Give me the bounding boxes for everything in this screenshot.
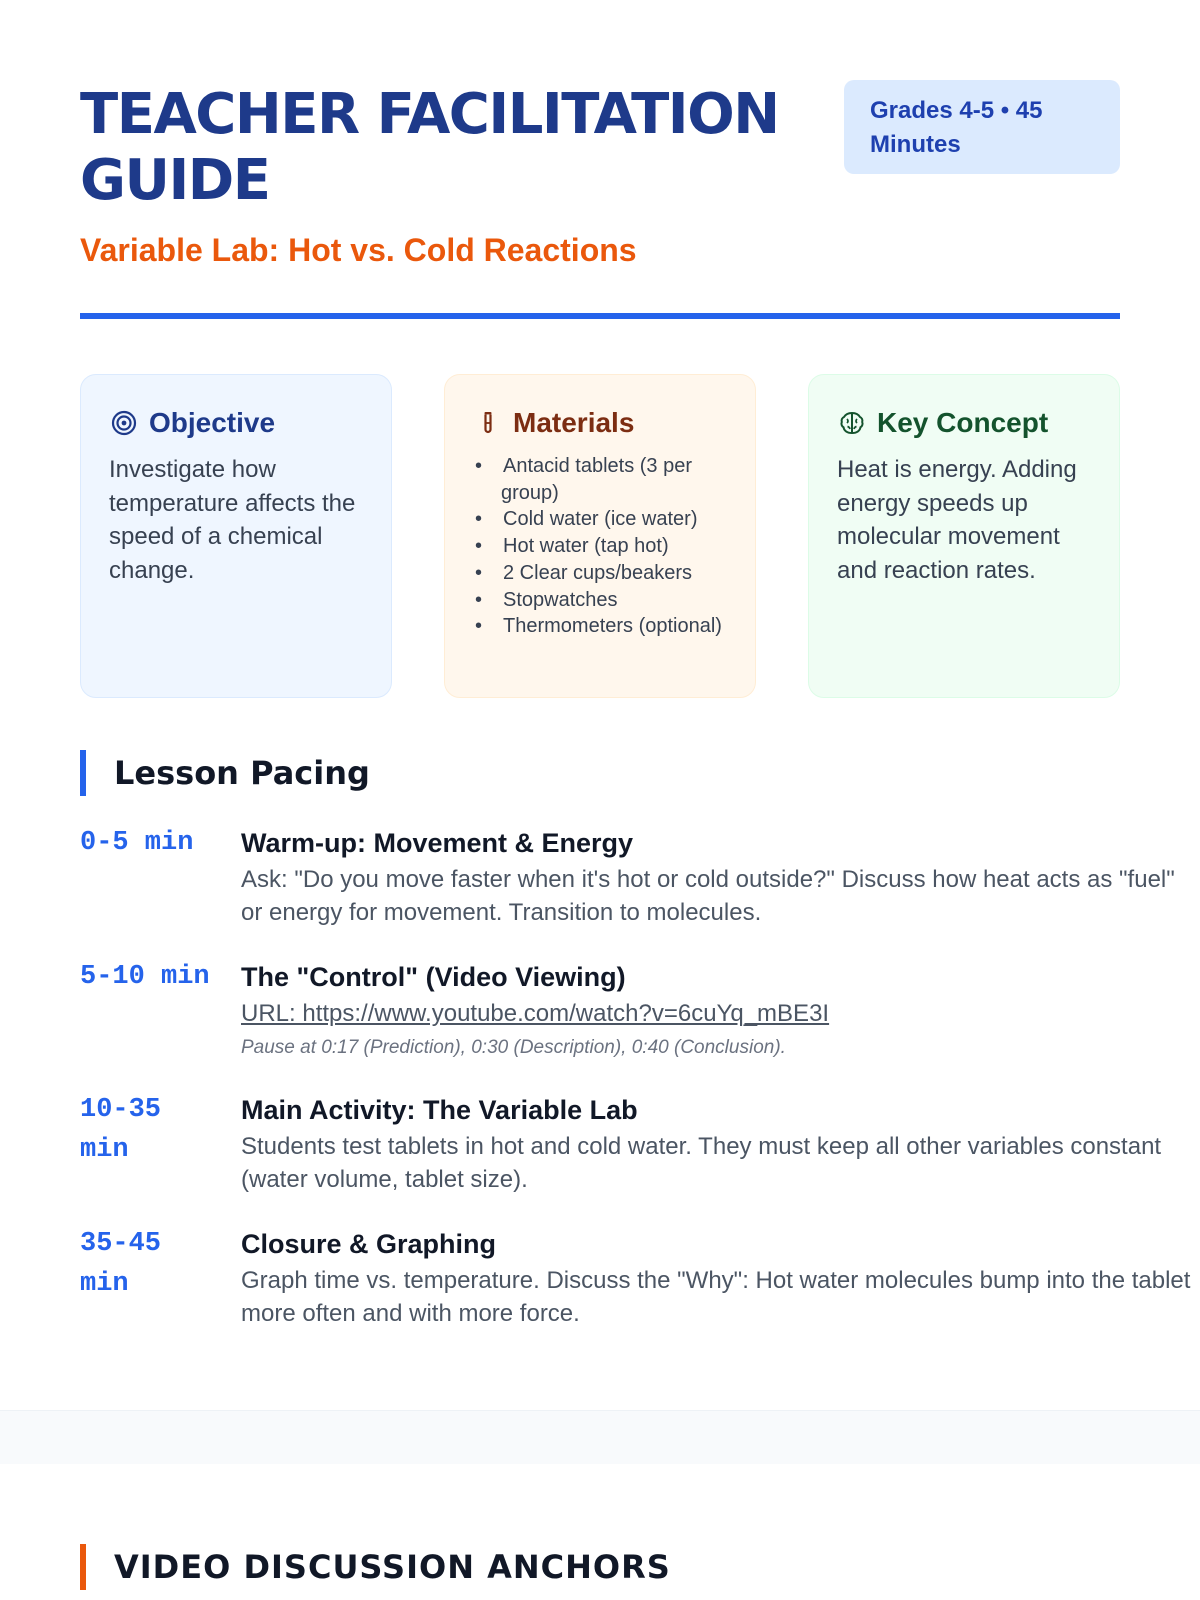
pacing-time: 10-35 min <box>80 1095 162 1165</box>
pacing-description: Students test tablets in hot and cold water. They must keep all other variables constant (water volume, tablet size). <box>241 1133 1162 1193</box>
video-url-link[interactable]: URL: https://www.youtube.com/watch?v=6cuYq_mBE3I <box>241 1000 830 1027</box>
key-concept-card-header <box>837 405 1091 441</box>
materials-item: • Thermometers (optional) <box>473 613 727 640</box>
objective-card <box>80 374 392 698</box>
test-tube-icon <box>473 408 503 438</box>
materials-item: • 2 Clear cups/beakers <box>473 560 727 587</box>
pause-points-note: Pause at 0:17 (Prediction), 0:30 (Description), 0:40 (Conclusion). <box>241 1037 786 1058</box>
page-break-band <box>0 1410 1200 1464</box>
key-concept-title: Key Concept <box>877 407 1049 438</box>
pacing-title: The "Control" (Video Viewing) <box>241 962 626 992</box>
materials-item: • Stopwatches <box>473 587 727 614</box>
pacing-time: 0-5 min <box>80 828 194 858</box>
pacing-body <box>241 1090 1200 1196</box>
brain-icon <box>837 408 867 438</box>
grade-duration-badge: Grades 4-5 • 45 Minutes <box>844 80 1120 174</box>
header-divider <box>80 313 1120 319</box>
materials-title: Materials <box>513 407 635 438</box>
pacing-body <box>241 1224 1200 1330</box>
pacing-description: Ask: "Do you move faster when it's hot or cold outside?" Discuss how heat acts as "fuel" or energy for movement. Transition to molecules. <box>241 866 1175 926</box>
objective-text: Investigate how temperature affects the speed of a chemical change. <box>109 456 356 584</box>
lesson-pacing-heading: Lesson Pacing <box>80 750 370 796</box>
pacing-title: Main Activity: The Variable Lab <box>241 1095 638 1125</box>
objective-title: Objective <box>149 407 276 438</box>
materials-card <box>444 374 756 698</box>
materials-list <box>473 453 727 640</box>
pacing-title: Closure & Graphing <box>241 1229 497 1259</box>
materials-card-header <box>473 405 727 441</box>
materials-item: • Antacid tablets (3 per group) <box>473 453 727 506</box>
pacing-body <box>241 823 1200 929</box>
page-title: TEACHER FACILITATION GUIDE <box>80 82 779 213</box>
pacing-time: 5-10 min <box>80 962 210 992</box>
key-concept-card <box>808 374 1120 698</box>
pacing-description: Graph time vs. temperature. Discuss the "Why": Hot water molecules bump into the tablet more often and with more force. <box>241 1267 1191 1327</box>
pacing-body <box>241 957 1200 1065</box>
materials-item: • Cold water (ice water) <box>473 506 727 533</box>
materials-item: • Hot water (tap hot) <box>473 533 727 560</box>
lesson-subtitle: Variable Lab: Hot vs. Cold Reactions <box>80 232 637 268</box>
target-icon <box>109 408 139 438</box>
key-concept-text: Heat is energy. Adding energy speeds up molecular movement and reaction rates. <box>837 456 1077 584</box>
objective-card-header <box>109 405 363 441</box>
pacing-time: 35-45 min <box>80 1229 162 1299</box>
video-discussion-heading: VIDEO DISCUSSION ANCHORS <box>80 1544 671 1590</box>
pacing-title: Warm-up: Movement & Energy <box>241 828 634 858</box>
